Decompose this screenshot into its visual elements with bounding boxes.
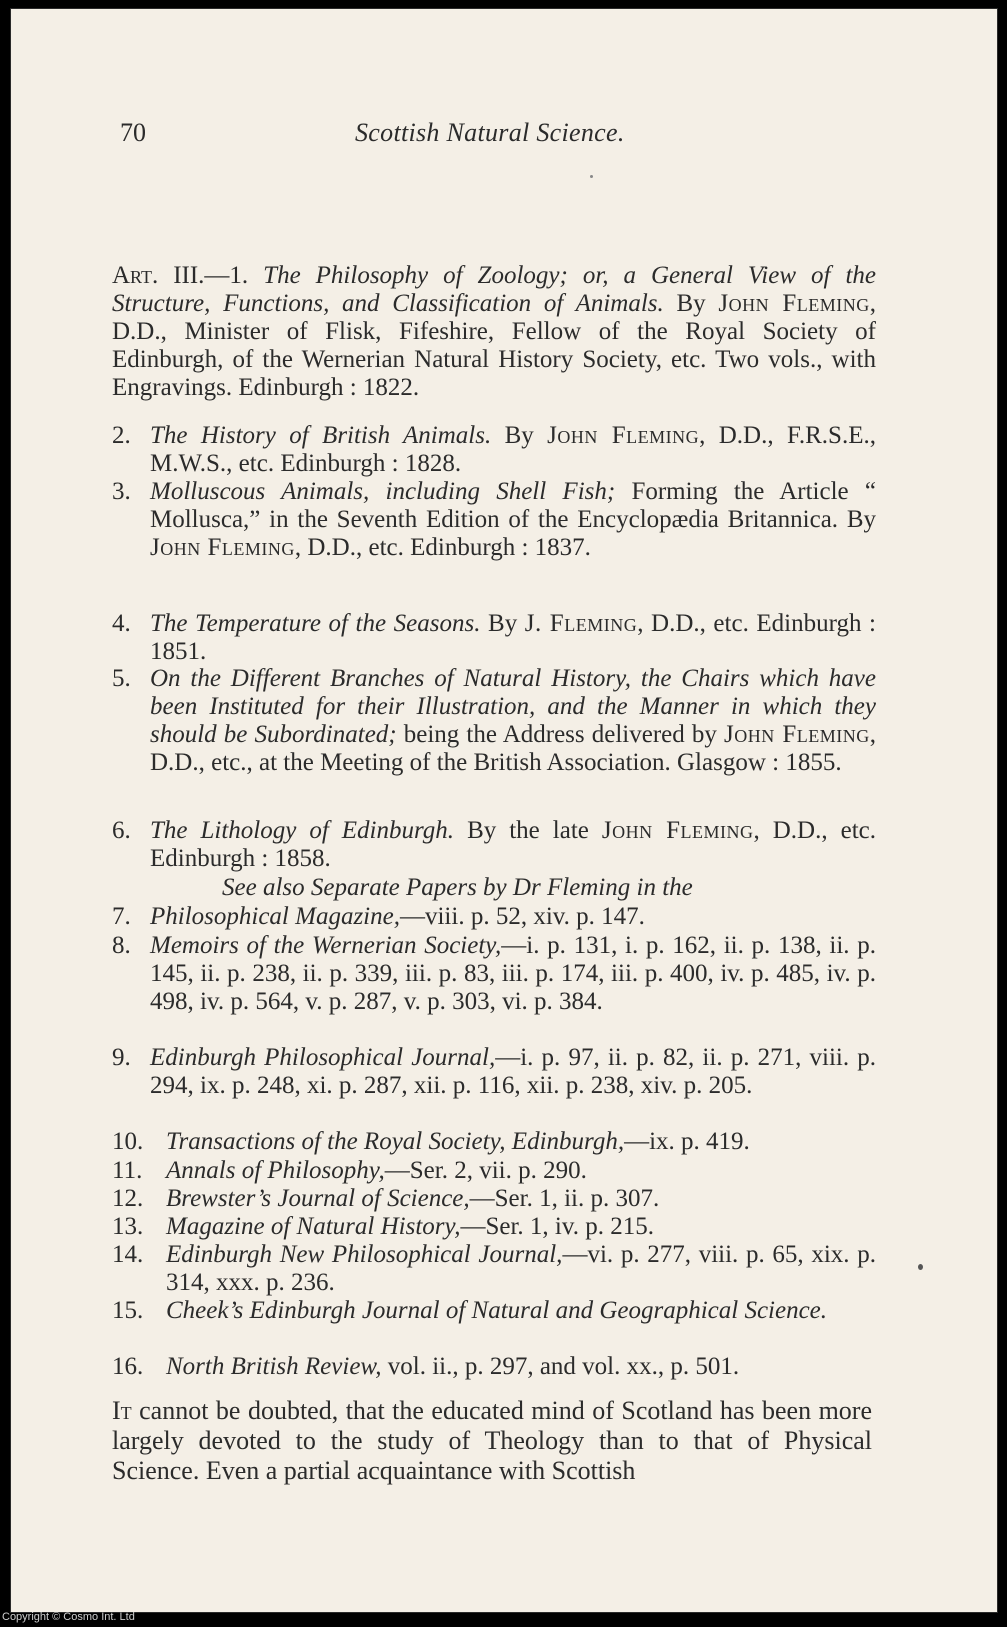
article-label: Art. III.—1. [112, 262, 249, 289]
entry-title: The Temperature of the Seasons. [150, 610, 481, 637]
entry-byline: being the Address delivered by [396, 721, 724, 748]
paper-speck [590, 175, 593, 178]
entry-title: Brewster’s Journal of Science, [166, 1185, 470, 1212]
entry-details: —ix. p. 419. [624, 1128, 750, 1155]
running-head: Scottish Natural Science. [355, 118, 625, 147]
entry-byline: By the late [454, 817, 602, 844]
entry-number: 9. [112, 1044, 131, 1071]
entry-number: 7. [112, 903, 131, 930]
entry-number: 5. [112, 665, 131, 692]
entry-author: John Fleming [601, 817, 754, 844]
entry-details: , D.D., F.R.S.E., M.W.S., etc. Edinburgh : 1828. [150, 422, 876, 477]
page-number: 70 [120, 118, 146, 147]
paper-entry-13 [112, 1213, 876, 1241]
entry-title: North British Review, [166, 1353, 382, 1380]
entry-number: 11. [112, 1157, 143, 1184]
entry-details: , D.D., Minister of Flisk, Fifeshire, Fellow of the Royal Society of Edinburgh, of the Wernerian Natural History Society, etc. Two vols., with Engravings. Edinburgh : 1822. [112, 290, 876, 401]
see-also-heading: See also Separate Papers by Dr Fleming in the [222, 874, 693, 901]
entry-number: 4. [112, 610, 131, 637]
copyright-notice: Copyright © Cosmo Int. Ltd [2, 1611, 135, 1623]
entry-title: Edinburgh New Philosophical Journal, [166, 1241, 563, 1268]
entry-details: —Ser. 2, vii. p. 290. [384, 1157, 587, 1184]
paper-entry-8 [112, 932, 876, 1016]
entry-details: —vi. p. 277, viii. p. 65, xix. p. 314, xxx. p. 236. [166, 1241, 876, 1296]
entry-details: , D.D., etc. Edinburgh : 1858. [150, 817, 876, 872]
entry-details: —i. p. 97, ii. p. 82, ii. p. 271, viii. p. 294, ix. p. 248, xi. p. 287, xii. p. 116, xii. p. 238, xiv. p. 205. [150, 1044, 876, 1099]
entry-title: The History of British Animals. [150, 422, 492, 449]
entry-byline: By [663, 290, 719, 317]
entry-title: Cheek’s Edinburgh Journal of Natural and Geographical Science. [166, 1297, 828, 1324]
paragraph-dropcap: It [112, 1396, 132, 1425]
paper-entry-9 [112, 1044, 876, 1100]
entry-details: , D.D., etc., at the Meeting of the British Association. Glasgow : 1855. [150, 721, 876, 776]
entry-author: John Fleming [547, 422, 700, 449]
entry-details: vol. ii., p. 297, and vol. xx., p. 501. [381, 1353, 740, 1380]
entry-byline: By [491, 422, 548, 449]
article-entry-4 [112, 610, 876, 666]
entry-number: 2. [112, 422, 131, 449]
entry-title: Philosophical Magazine, [150, 903, 400, 930]
article-entry-5 [112, 665, 876, 777]
entry-title: Annals of Philosophy, [166, 1157, 385, 1184]
body-paragraph [112, 1396, 872, 1486]
article-entry-6 [112, 817, 876, 873]
entry-number: 6. [112, 817, 131, 844]
entry-details: , D.D., etc. Edinburgh : 1837. [294, 534, 591, 561]
paper-entry-10 [112, 1128, 876, 1156]
entry-number: 13. [112, 1213, 144, 1240]
entry-byline: By [480, 610, 525, 637]
entry-details: —viii. p. 52, xiv. p. 147. [399, 903, 645, 930]
entry-author: John Fleming [718, 290, 870, 317]
paper-entry-12 [112, 1185, 876, 1213]
entry-title: On the Different Branches of Natural History, the Chairs which have been Instituted for their Illustration, and the Manner in which they should be Subordinated; [150, 665, 876, 748]
entry-title: The Lithology of Edinburgh. [150, 817, 455, 844]
entry-number: 14. [112, 1241, 144, 1268]
entry-title: Magazine of Natural History, [166, 1213, 461, 1240]
entry-details: —Ser. 1, iv. p. 215. [460, 1213, 654, 1240]
entry-number: 3. [112, 478, 131, 505]
paragraph-text: cannot be doubted, that the educated mind of Scotland has been more largely devoted to the study of Theology than to that of Physical Science. Even a partial acquaintance with Scottish [112, 1396, 872, 1485]
paper-entry-11 [112, 1157, 876, 1185]
entry-number: 15. [112, 1297, 144, 1324]
entry-title: Transactions of the Royal Society, Edinburgh, [166, 1128, 625, 1155]
entry-title: Memoirs of the Wernerian Society, [150, 932, 502, 959]
entry-details: —i. p. 131, i. p. 162, ii. p. 138, ii. p. 145, ii. p. 238, ii. p. 339, iii. p. 83, iii. p. 174, iii. p. 400, iv. p. 485, iv. p. 498, iv. p. 564, v. p. 287, v. p. 303, vi. p. 384. [150, 932, 876, 1015]
paper-entry-14 [112, 1241, 876, 1297]
article-entry-3 [112, 478, 876, 562]
entry-author: John Fleming [150, 534, 295, 561]
entry-number: 12. [112, 1185, 144, 1212]
entry-author: John Fleming [724, 721, 870, 748]
entry-byline: Forming the Article “ Mollusca,” in the Seventh Edition of the Encyclopædia Britannica. By [150, 478, 876, 533]
entry-number: 8. [112, 932, 131, 959]
article-entry-1 [112, 262, 876, 402]
entry-title: Molluscous Animals, including Shell Fish; [150, 478, 616, 505]
entry-title: Edinburgh Philosophical Journal, [150, 1044, 496, 1071]
entry-details: —Ser. 1, ii. p. 307. [469, 1185, 660, 1212]
entry-details: , D.D., etc. Edinburgh : 1851. [150, 610, 876, 665]
paper-speck [918, 1264, 923, 1270]
paper-entry-7 [112, 903, 876, 931]
entry-number: 10. [112, 1128, 144, 1155]
paper-entry-15 [112, 1297, 876, 1325]
article-entry-2 [112, 422, 876, 478]
paper-entry-16 [112, 1353, 876, 1381]
entry-title: The Philosophy of Zoology; or, a General View of the Structure, Functions, and Classification of Animals. [112, 262, 876, 317]
entry-number: 16. [112, 1353, 144, 1380]
entry-author: J. Fleming [524, 610, 638, 637]
